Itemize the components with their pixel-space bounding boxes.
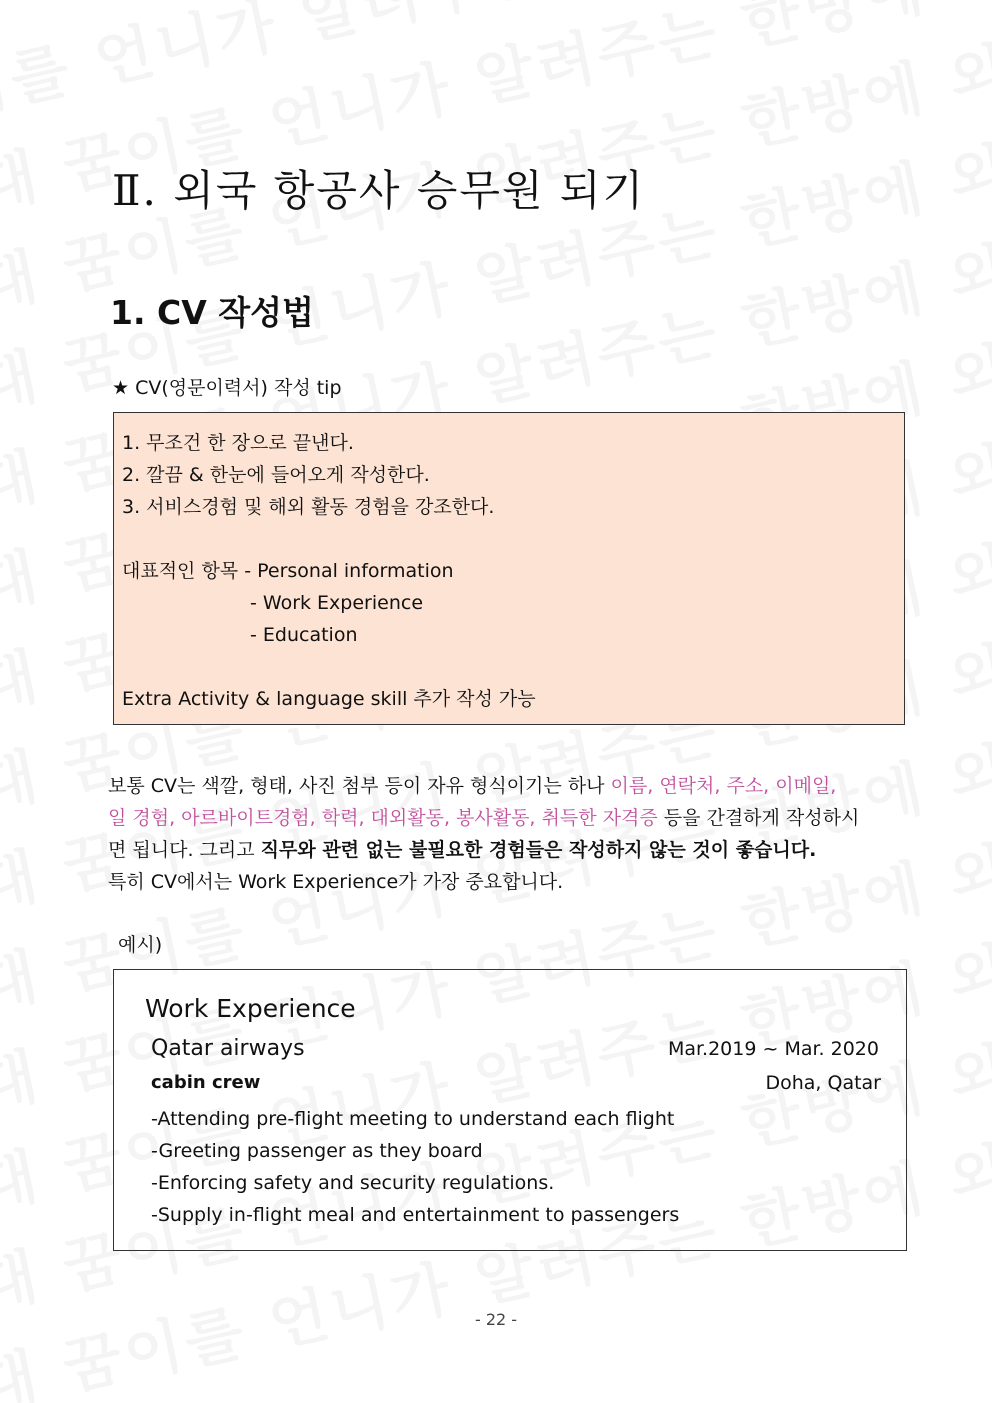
example-box xyxy=(113,969,907,1251)
example-label: 예시) xyxy=(118,934,163,956)
tip-rule: 1. 무조건 한 장으로 끝낸다. xyxy=(122,432,354,454)
paragraph-text: 등을 간결하게 작성하시 xyxy=(657,807,860,829)
duty-item: -Attending pre-flight meeting to understand each flight xyxy=(151,1108,675,1130)
tip-items-intro: 대표적인 항목 - Personal information xyxy=(122,560,454,582)
paragraph-text: 면 됩니다. 그리고 xyxy=(108,839,261,861)
work-experience-heading: Work Experience xyxy=(145,994,356,1023)
body-paragraph xyxy=(108,770,900,898)
tip-extra: Extra Activity & language skill 추가 작성 가능 xyxy=(122,688,536,710)
paragraph-line xyxy=(108,802,900,834)
spacer xyxy=(122,523,904,555)
spacer xyxy=(122,651,904,683)
tip-box xyxy=(113,412,905,725)
paragraph-line xyxy=(108,770,900,802)
tip-rule: 2. 깔끔 & 한눈에 들어오게 작성한다. xyxy=(122,464,430,486)
highlight-text: 이름, 연락처, 주소, 이메일, xyxy=(610,775,837,797)
paragraph-line: 특히 CV에서는 Work Experience가 가장 중요합니다. xyxy=(108,871,564,893)
section-title: 1. CV 작성법 xyxy=(110,293,314,332)
duty-item: -Greeting passenger as they board xyxy=(151,1140,483,1162)
company-name: Qatar airways xyxy=(151,1036,305,1061)
page-number: - 22 - xyxy=(474,1310,518,1329)
tip-rule: 3. 서비스경험 및 해외 활동 경험을 강조한다. xyxy=(122,496,495,518)
highlight-text: 일 경험, 아르바이트경험, 학력, 대외활동, 봉사활동, 취득한 자격증 xyxy=(108,807,658,829)
job-role: cabin crew xyxy=(151,1072,261,1093)
chapter-title: Ⅱ. 외국 항공사 승무원 되기 xyxy=(112,166,646,215)
job-location: Doha, Qatar xyxy=(765,1072,881,1094)
tip-header: ★ CV(영문이력서) 작성 tip xyxy=(112,377,342,399)
duty-item: -Supply in-flight meal and entertainment to passengers xyxy=(151,1204,680,1226)
paragraph-line xyxy=(108,834,900,866)
employment-dates: Mar.2019 ~ Mar. 2020 xyxy=(667,1038,879,1060)
tip-item: - Education xyxy=(250,624,358,646)
tip-item: - Work Experience xyxy=(250,592,424,614)
duties-list xyxy=(151,1103,679,1231)
duty-item: -Enforcing safety and security regulations. xyxy=(151,1172,555,1194)
paragraph-text: 보통 CV는 색깔, 형태, 사진 첨부 등이 자유 형식이기는 하나 xyxy=(108,775,611,797)
bold-text: 직무와 관련 없는 불필요한 경험들은 작성하지 않는 것이 좋습니다. xyxy=(260,839,817,861)
